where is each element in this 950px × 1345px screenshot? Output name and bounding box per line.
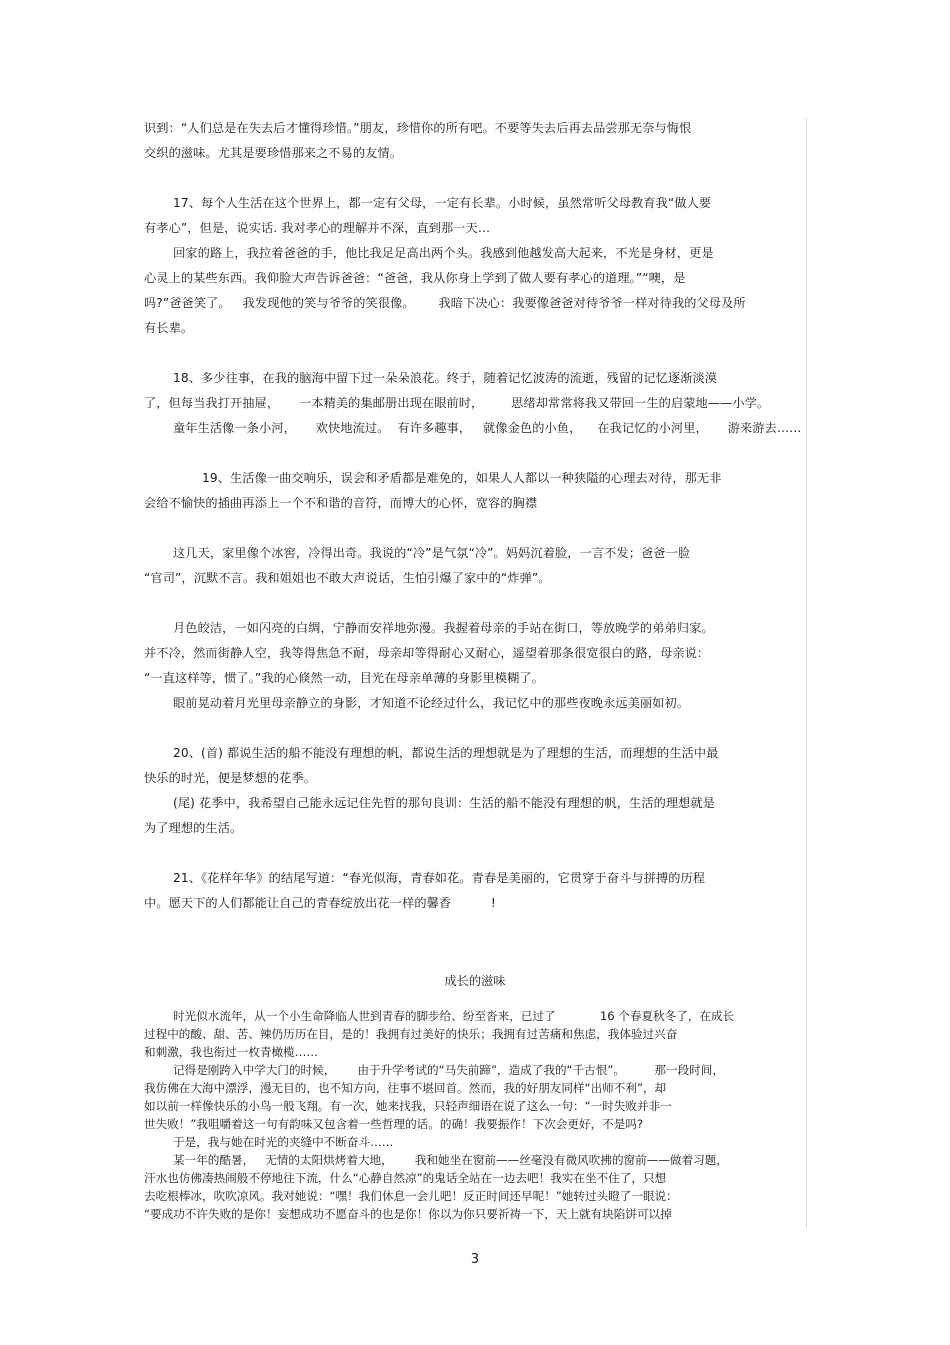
text-line: 和刺激，我也衔过一枚青橄榄…… [144, 1045, 318, 1059]
text-line: (尾) 花季中，我希望自己能永远记住先哲的那句良训：生活的船不能没有理想的帆，生活的理想就是 [173, 796, 716, 810]
text-line: 去吃根棒冰，吹吹凉风。我对她说：“嘿！我们休息一会儿吧！反正时间还早呢！”她转过头瞪了一眼说： [144, 1189, 678, 1203]
text-line: 20、(首) 都说生活的船不能没有理想的帆，都说生活的理想就是为了理想的生活，而理想的生活中最 [173, 746, 719, 760]
text-line: 于是，我与她在时光的夹缝中不断奋斗…… [173, 1135, 394, 1149]
text-line: 交织的滋味。尤其是要珍惜那来之不易的友情。 [144, 146, 403, 160]
page-number: 3 [470, 1252, 480, 1267]
text-line: “官司”，沉默不言。我和姐姐也不敢大声说话，生怕引爆了家中的“炸弹”。 [144, 571, 551, 585]
essay-title: 成长的滋味 [444, 974, 506, 988]
text-line: 月色皎洁，一如闪亮的白绸，宁静而安祥地弥漫。我握着母亲的手站在街口，等放晚学的弟弟归家。 [173, 621, 714, 635]
text-line: 眼前晃动着月光里母亲静立的身影，才知道不论经过什么，我记忆中的那些夜晚永远美丽如初。 [173, 696, 690, 710]
text-line: 汗水也仿佛凑热闹般不停地往下流，什么“心静自然凉”的鬼话全站在一边去吧！我实在坐不住了，只想 [144, 1171, 667, 1185]
text-line: 这几天，家里像个冰窖，冷得出奇。我说的“冷”是气氛“冷”。妈妈沉着脸，一言不发；爸爸一脸 [173, 546, 691, 560]
text-line: 会给不愉快的插曲再添上一个不和谐的音符，而博大的心怀，宽容的胸襟 [144, 496, 538, 510]
text-line: 吗?”爸爸笑了。 我发现他的笑与爷爷的笑很像。 我暗下决心：我要像爸爸对待爷爷一样对待我的父母及所 [144, 296, 746, 310]
text-line: 17、每个人生活在这个世界上，都一定有父母，一定有长辈。小时候，虽然常听父母教育我“做人要 [173, 196, 712, 210]
text-line: 19、生活像一曲交响乐，误会和矛盾都是难免的，如果人人都以一种狭隘的心理去对待，那无非 [202, 471, 722, 485]
text-line: 过程中的酸、甜、苦、辣仍历历在目，是的！我拥有过美好的快乐；我拥有过苦痛和焦虑，我体验过兴奋 [144, 1027, 678, 1041]
text-line: 识到：“人们总是在失去后才懂得珍惜。”朋友，珍惜你的所有吧。不要等失去后再去品尝那无奈与悔恨 [144, 121, 692, 135]
text-line: 有长辈。 [144, 321, 194, 335]
text-line: 并不冷，然而街静人空，我等得焦急不耐，母亲却等得耐心又耐心，遥望着那条很宽很白的路，母亲说： [144, 646, 710, 660]
text-line: 心灵上的某些东西。我仰脸大声告诉爸爸：“爸爸，我从你身上学到了做人要有孝心的道理。”“噢，是 [144, 271, 686, 285]
text-line: 为了理想的生活。 [144, 821, 243, 835]
text-line: 有孝心”，但是，说实话. 我对孝心的理解并不深，直到那一天… [144, 221, 491, 235]
text-line: 时光似水流年，从一个小生命降临人世到青春的脚步给、纷至沓来，已过了 16 个春夏秋冬了，在成长 [173, 1009, 735, 1023]
right-margin-rule [806, 118, 807, 1228]
text-line: 18、多少往事，在我的脑海中留下过一朵朵浪花。终于，随着记忆波涛的流逝，残留的记忆逐渐淡漠 [173, 371, 718, 385]
text-line: 如以前一样像快乐的小鸟一般飞翔。有一次，她来找我，只轻声细语在说了这么一句：“一时失败并非一 [144, 1099, 672, 1113]
text-line: 记得是刚跨入中学大门的时候， 由于升学考试的“马失前蹄”，造成了我的“千古恨”。 那一段时间， [173, 1063, 724, 1077]
text-line: “要成功不许失败的是你！妄想成功不愿奋斗的也是你！你以为你只要祈祷一下，天上就有块陷饼可以掉 [144, 1207, 672, 1221]
text-line: 某一年的酷暑， 无情的太阳烘烤着大地， 我和她坐在窗前——丝毫没有微风吹拂的窗前——做着习题， [173, 1153, 728, 1167]
text-line: 我仿佛在大海中漂浮，漫无目的，也不知方向，往事不堪回首。然而，我的好朋友同样“出师不利”，却 [144, 1081, 667, 1095]
text-line: 童年生活像一条小河， 欢快地流过。 有许多趣事， 就像金色的小鱼， 在我记忆的小河里， 游来游去…… [173, 421, 802, 435]
text-line: “一直这样等，惯了。”我的心倏然一动，目光在母亲单薄的身影里模糊了。 [144, 671, 544, 685]
text-line: 中。愿天下的人们都能让自己的青春绽放出花一样的馨香 ! [144, 896, 496, 910]
text-line: 快乐的时光，便是梦想的花季。 [144, 771, 317, 785]
text-line: 世失败！”我咀嚼着这一句有韵味又包含着一些哲理的话。的确！我要振作！下次会更好，不是吗? [144, 1117, 644, 1131]
text-line: 了，但每当我打开抽屉， 一本精美的集邮册出现在眼前时， 思绪却常常将我又带回一生的启蒙地——小学。 [144, 396, 770, 410]
text-line: 21、《花样年华》的结尾写道：“春光似海，青春如花。青春是美丽的，它贯穿于奋斗与拼搏的历程 [173, 871, 706, 885]
text-line: 回家的路上，我拉着爸爸的手，他比我足足高出两个头。我感到他越发高大起来，不光是身材，更是 [173, 246, 714, 260]
